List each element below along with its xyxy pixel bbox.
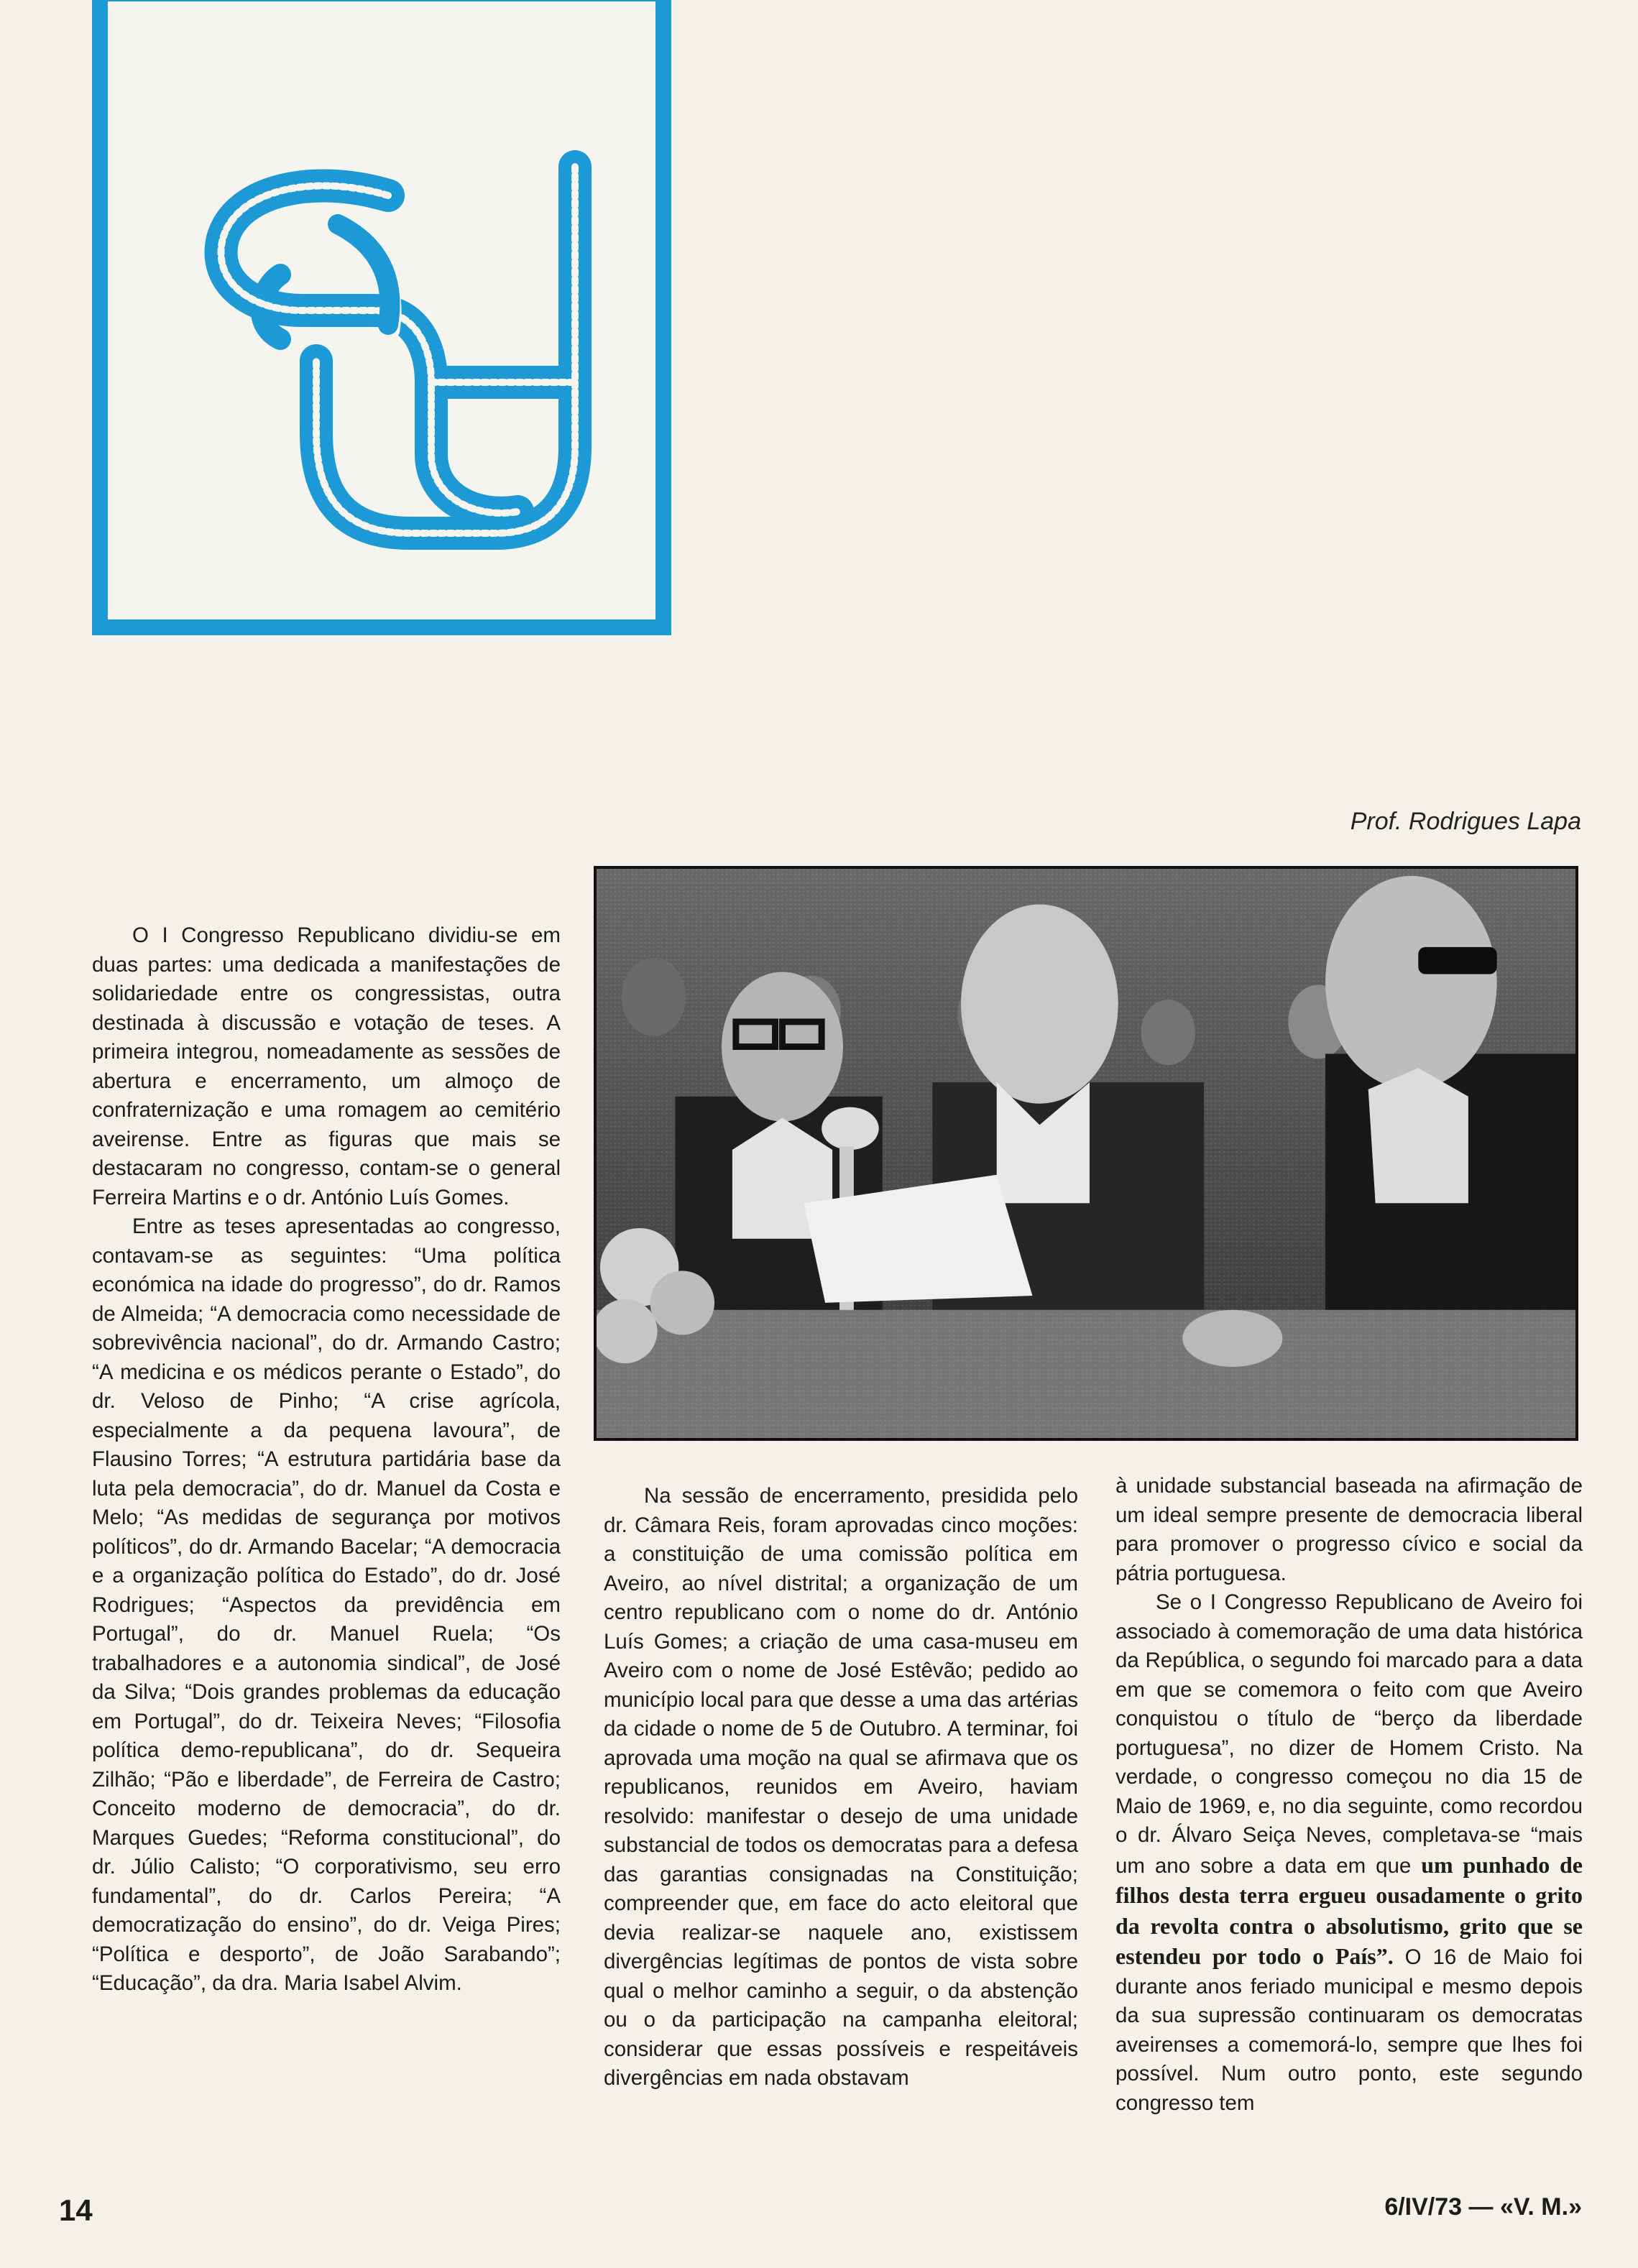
article-column-1 [92,921,561,1999]
article-column-3 [1115,1472,1583,2118]
paragraph: O I Congresso Republicano dividiu-se em duas partes: uma dedicada a manifestações de solidariedade entre os congressistas, outra destinada à discussão e votação de teses. A primeira integrou, nomeadamente as sessões de abertura e encerramento, um almoço de confraternização e uma romagem ao cemitério aveirense. Entre as figuras que mais se destacaram no congresso, contam-se o general Ferreira Martins e o dr. António Luís Gomes. [92,923,561,1209]
paragraph-text: O 16 de Maio foi durante anos feriado municipal e mesmo depois da sua supressão continuaram os democratas aveirenses a comemorá-lo, sempre que lhes foi possível. Num outro ponto, este segundo congresso tem [1115,1945,1583,2115]
logo-frame [92,0,671,635]
paragraph [1115,1588,1583,2118]
page-number: 14 [59,2193,93,2227]
congress-monogram-logo [172,145,668,576]
quoted-text: um punhado de filhos desta terra ergueu ousadamente o grito da revolta contra o absolutismo, grito que se estendeu por todo o País”. [1115,1851,1583,1969]
photo-congress-session [594,866,1578,1441]
paragraph: Na sessão de encerramento, presidida pelo dr. Câmara Reis, foram aprovadas cinco moções: a constituição de uma comissão política em Aveiro, ao nível distrital; a organização de um centro republicano com o nome do dr. António Luís Gomes; a criação de uma casa-museu em Aveiro com o nome de José Estêvão; pedido ao município local para que desse a uma das artérias da cidade o nome de 5 de Outubro. A terminar, foi aprovada uma moção na qual se afirmava que os republicanos, reunidos em Aveiro, haviam resolvido: manifestar o desejo de uma unidade substancial de todos os democratas para a defesa das garantias consignadas na Constituição; compreender que, em face do acto eleitoral que devia realizar-se naquele ano, existissem divergências legítimas de pontos de vista sobre qual o melhor caminho a seguir, o da abstenção ou o da participação na campanha eleitoral; considerar que essas possíveis e respeitáveis divergências em nada obstavam [604,1484,1078,2090]
issue-reference: 6/IV/73 — «V. M.» [1384,2193,1582,2221]
article-column-2 [604,1482,1078,2093]
paragraph-text: Se o I Congresso Republicano de Aveiro foi associado à comemoração de uma data histórica da República, o segundo foi marcado para a data em que se comemora o feito com que Aveiro conquistou o título de “berço da liberdade portuguesa”, no dizer de Homem Cristo. Na verdade, o congresso começou no dia 15 de Maio de 1969, e, no dia seguinte, como recordou o dr. Álvaro Seiça Neves, completava-se “mais um ano sobre a data em que [1115,1590,1583,1878]
paragraph: à unidade substancial baseada na afirmação de um ideal sempre presente de democracia liberal para promover o progresso cívico e social da pátria portuguesa. [1115,1474,1583,1585]
author-byline: Prof. Rodrigues Lapa [1350,808,1581,835]
paragraph: Entre as teses apresentadas ao congresso, contavam-se as seguintes: “Uma política económica na idade do progresso”, do dr. Ramos de Almeida; “A democracia como necessidade de sobrevivência nacional”, do dr. Armando Castro; “A medicina e os médicos perante o Estado”, do dr. Veloso de Pinho; “A crise agrícola, especialmente a da pequena lavoura”, de Flausino Torres; “A estrutura partidária base da luta pela democracia”, do dr. Manuel da Costa e Melo; “As medidas de segurança por motivos políticos”, do dr. Armando Bacelar; “A democracia e a organização política do Estado”, do dr. José Rodrigues; “Aspectos da previdência em Portugal”, do dr. Manuel Ruela; “Os trabalhadores e a autonomia sindical”, de José da Silva; “Dois grandes problemas da educação em Portugal”, do dr. Teixeira Neves; “Filosofia política demo-republicana”, do dr. Sequeira Zilhão; “Pão e liberdade”, de Ferreira de Castro; Conceito moderno de democracia”, do dr. Marques Guedes; “Reforma constitucional”, do dr. Júlio Calisto; “O corporativismo, seu erro fundamental”, do dr. Carlos Pereira; “A democratização do ensino”, do dr. Veiga Pires; “Política e desporto”, de João Sarabando”; “Educação”, da dra. Maria Isabel Alvim. [92,1214,561,1995]
